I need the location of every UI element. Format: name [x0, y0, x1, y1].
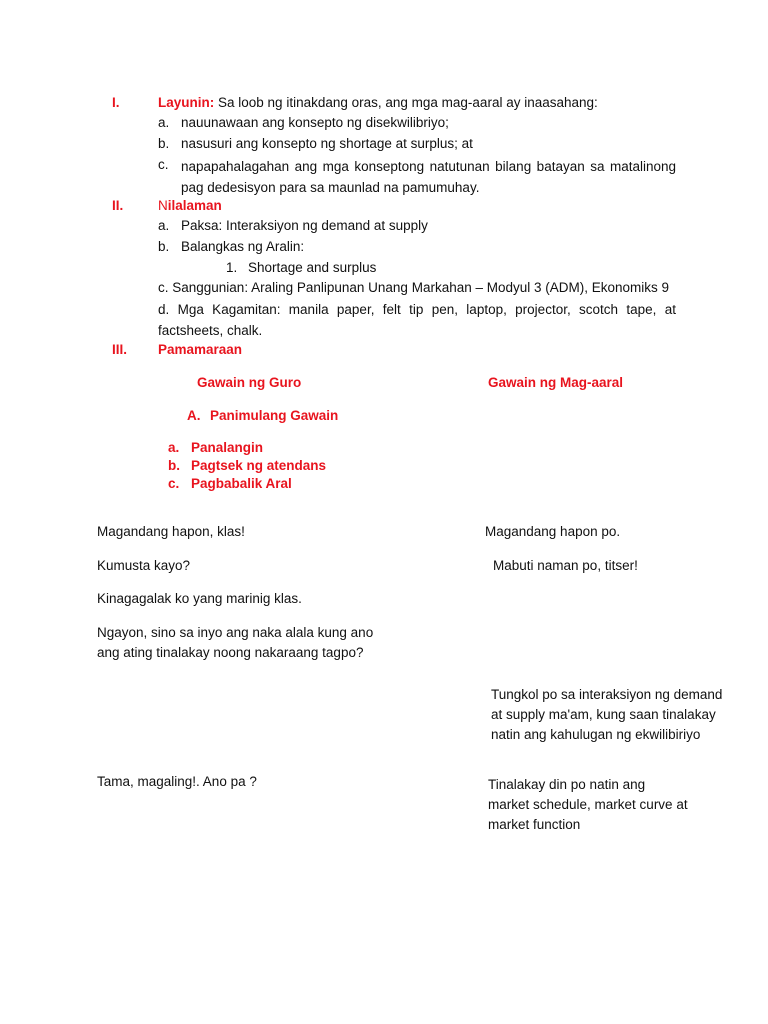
section-2-label-first: N	[158, 198, 168, 213]
section-2-numeral: II.	[112, 198, 124, 213]
step-b-letter: b.	[168, 458, 180, 473]
section-2-label-rest: ilalaman	[167, 198, 222, 213]
objective-b-text: nasusuri ang konsepto ng shortage at surplus; at	[181, 136, 473, 151]
objective-c-letter: c.	[158, 157, 169, 172]
student-line-3: Tungkol po sa interaksiyon ng demand at supply ma'am, kung saan tinalakay natin ang kahulugan ng ekwilibiriyo	[491, 687, 723, 742]
sanggunian-text: c. Sanggunian: Araling Panlipunan Unang Markahan – Modyul 3 (ADM), Ekonomiks 9	[158, 280, 670, 295]
student-line-2: Mabuti naman po, titser!	[493, 558, 638, 573]
column-header-magaaral: Gawain ng Mag-aaral	[488, 375, 624, 390]
objective-a-letter: a.	[158, 115, 170, 130]
teacher-line-4: Ngayon, sino sa inyo ang naka alala kung ano ang ating tinalakay noong nakaraang tagpo?	[97, 625, 374, 660]
step-a-text: Panalangin	[191, 440, 264, 455]
teacher-line-2: Kumusta kayo?	[97, 558, 191, 573]
step-a-letter: a.	[168, 440, 180, 455]
objective-a-text: nauunawaan ang konsepto ng disekwilibriyo;	[181, 115, 449, 130]
section-1-label: Layunin:	[158, 95, 215, 110]
objective-b-letter: b.	[158, 136, 170, 151]
section-3-label: Pamamaraan	[158, 342, 243, 357]
teacher-line-5: Tama, magaling!. Ano pa ?	[97, 774, 257, 789]
kagamitan-text: d. Mga Kagamitan: manila paper, felt tip pen, laptop, projector, scotch tape, at factsheets, chalk.	[158, 302, 676, 338]
step-c-letter: c.	[168, 476, 180, 491]
section-1-heading	[158, 94, 598, 112]
balangkas-letter: b.	[158, 239, 170, 254]
outline-item-text: Shortage and surplus	[248, 260, 377, 275]
paksa-text: Paksa: Interaksiyon ng demand at supply	[181, 218, 428, 233]
section-1-intro: Sa loob ng itinakdang oras, ang mga mag-aaral ay inaasahang:	[218, 95, 598, 110]
subsection-a-text: Panimulang Gawain	[210, 408, 339, 423]
objective-c-text: napapahalagahan ang mga konseptong natutunan bilang batayan sa matalinong pag dedesisyon para sa maunlad na pamumuhay.	[181, 159, 676, 195]
outline-number: 1.	[226, 260, 238, 275]
teacher-line-3: Kinagagalak ko yang marinig klas.	[97, 591, 302, 606]
section-2-heading	[158, 197, 222, 215]
subsection-a-letter: A.	[187, 408, 201, 423]
student-line-4: Tinalakay din po natin ang market schedule, market curve at market function	[488, 777, 688, 832]
paksa-letter: a.	[158, 218, 170, 233]
balangkas-text: Balangkas ng Aralin:	[181, 239, 305, 254]
step-c-text: Pagbabalik Aral	[191, 476, 292, 491]
section-1-numeral: I.	[112, 95, 120, 110]
step-b-text: Pagtsek ng atendans	[191, 458, 327, 473]
teacher-line-1: Magandang hapon, klas!	[97, 524, 245, 539]
column-header-guro: Gawain ng Guro	[197, 375, 302, 390]
student-line-1: Magandang hapon po.	[485, 524, 621, 539]
section-3-numeral: III.	[112, 342, 128, 357]
